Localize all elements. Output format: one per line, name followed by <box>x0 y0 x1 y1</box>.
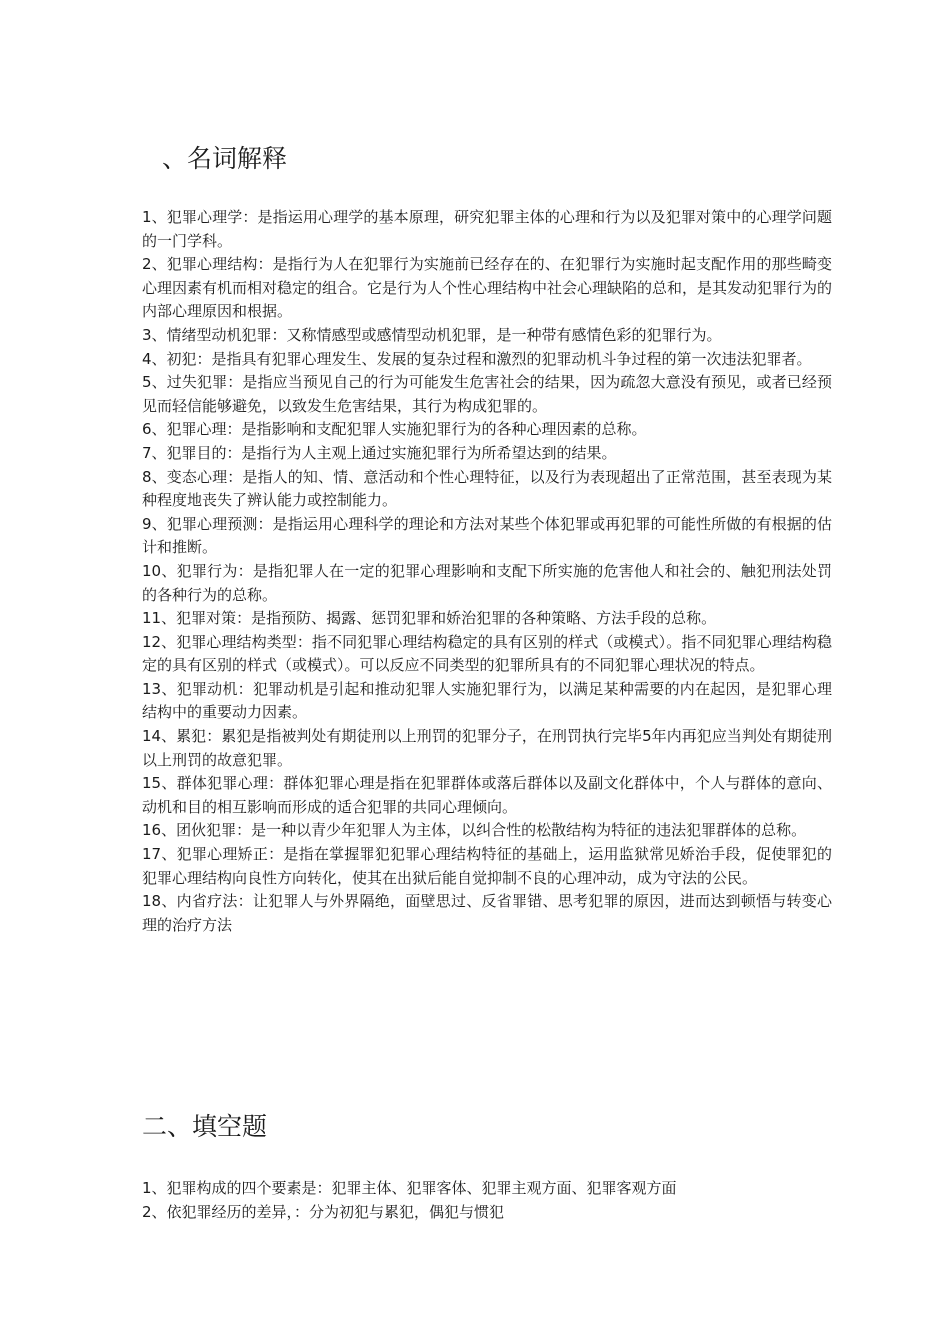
definition-item: 2、犯罪心理结构：是指行为人在犯罪行为实施前已经存在的、在犯罪行为实施时起支配作用的那些畸变心理因素有机而相对稳定的组合。它是行为人个性心理结构中社会心理缺陷的总和，是其发动犯罪行为的内部心理原因和根据。 <box>142 255 833 321</box>
definition-item: 6、犯罪心理：是指影响和支配犯罪人实施犯罪行为的各种心理因素的总称。 <box>142 420 647 439</box>
definition-item: 10、犯罪行为：是指犯罪人在一定的犯罪心理影响和支配下所实施的危害他人和社会的、触犯刑法处罚的各种行为的总称。 <box>142 561 832 604</box>
definition-item: 7、犯罪目的：是指行为人主观上通过实施犯罪行为所希望达到的结果。 <box>142 443 617 462</box>
definition-item: 3、情绪型动机犯罪：又称情感型或感情型动机犯罪，是一种带有感情色彩的犯罪行为。 <box>142 325 722 344</box>
fill-in-item: 1、犯罪构成的四个要素是：犯罪主体、犯罪客体、犯罪主观方面、犯罪客观方面 <box>142 1179 677 1197</box>
definition-item: 13、犯罪动机：犯罪动机是引起和推动犯罪人实施犯罪行为，以满足某种需要的内在起因，是犯罪心理结构中的重要动力因素。 <box>142 679 832 722</box>
fill-in-item: 2、依犯罪经历的差异，：分为初犯与累犯，偶犯与惯犯 <box>142 1202 505 1221</box>
definition-item: 14、累犯：累犯是指被判处有期徒刑以上刑罚的犯罪分子，在刑罚执行完毕5年内再犯应当判处有期徒刑以上刑罚的故意犯罪。 <box>142 727 832 769</box>
section-title-definitions: 、名词解释 <box>162 144 288 173</box>
fill-in-list <box>142 1177 832 1224</box>
definition-item: 1、犯罪心理学：是指运用心理学的基本原理，研究犯罪主体的心理和行为以及犯罪对策中的心理学问题的一门学科。 <box>142 208 832 250</box>
definitions-list <box>142 206 832 937</box>
definition-item: 17、犯罪心理矫正：是指在掌握罪犯犯罪心理结构特征的基础上，运用监狱常见娇治手段，促使罪犯的犯罪心理结构向良性方向转化，使其在出狱后能自觉抑制不良的心理冲动，成为守法的公民。 <box>142 845 832 887</box>
definition-item: 16、团伙犯罪：是一种以青少年犯罪人为主体，以纠合性的松散结构为特征的违法犯罪群体的总称。 <box>142 821 807 840</box>
definition-item: 18、内省疗法：让犯罪人与外界隔绝，面壁思过、反省罪错、思考犯罪的原因，进而达到顿悟与转变心理的治疗方法 <box>142 892 832 934</box>
definition-item: 5、过失犯罪：是指应当预见自己的行为可能发生危害社会的结果，因为疏忽大意没有预见，或者已经预见而轻信能够避免，以致发生危害结果，其行为构成犯罪的。 <box>142 373 832 415</box>
definition-item: 11、犯罪对策：是指预防、揭露、惩罚犯罪和娇治犯罪的各种策略、方法手段的总称。 <box>142 609 717 628</box>
definition-item: 15、群体犯罪心理：群体犯罪心理是指在犯罪群体或落后群体以及副文化群体中，个人与群体的意向、动机和目的相互影响而形成的适合犯罪的共同心理倾向。 <box>142 774 832 816</box>
definition-item: 12、犯罪心理结构类型：指不同犯罪心理结构稳定的具有区别的样式（或模式）。指不同犯罪心理结构稳定的具有区别的样式（或模式）。可以反应不同类型的犯罪所具有的不同犯罪心理状况的特点。 <box>142 632 832 675</box>
definition-item: 9、犯罪心理预测：是指运用心理科学的理论和方法对某些个体犯罪或再犯罪的可能性所做的有根据的估计和推断。 <box>142 514 832 557</box>
section-title-fill-in-blanks: 二、填空题 <box>142 1112 268 1141</box>
definition-item: 4、初犯：是指具有犯罪心理发生、发展的复杂过程和激烈的犯罪动机斗争过程的第一次违法犯罪者。 <box>142 349 812 368</box>
definition-item: 8、变态心理：是指人的知、情、意活动和个性心理特征，以及行为表现超出了正常范围，甚至表现为某种程度地丧失了辨认能力或控制能力。 <box>142 467 832 510</box>
